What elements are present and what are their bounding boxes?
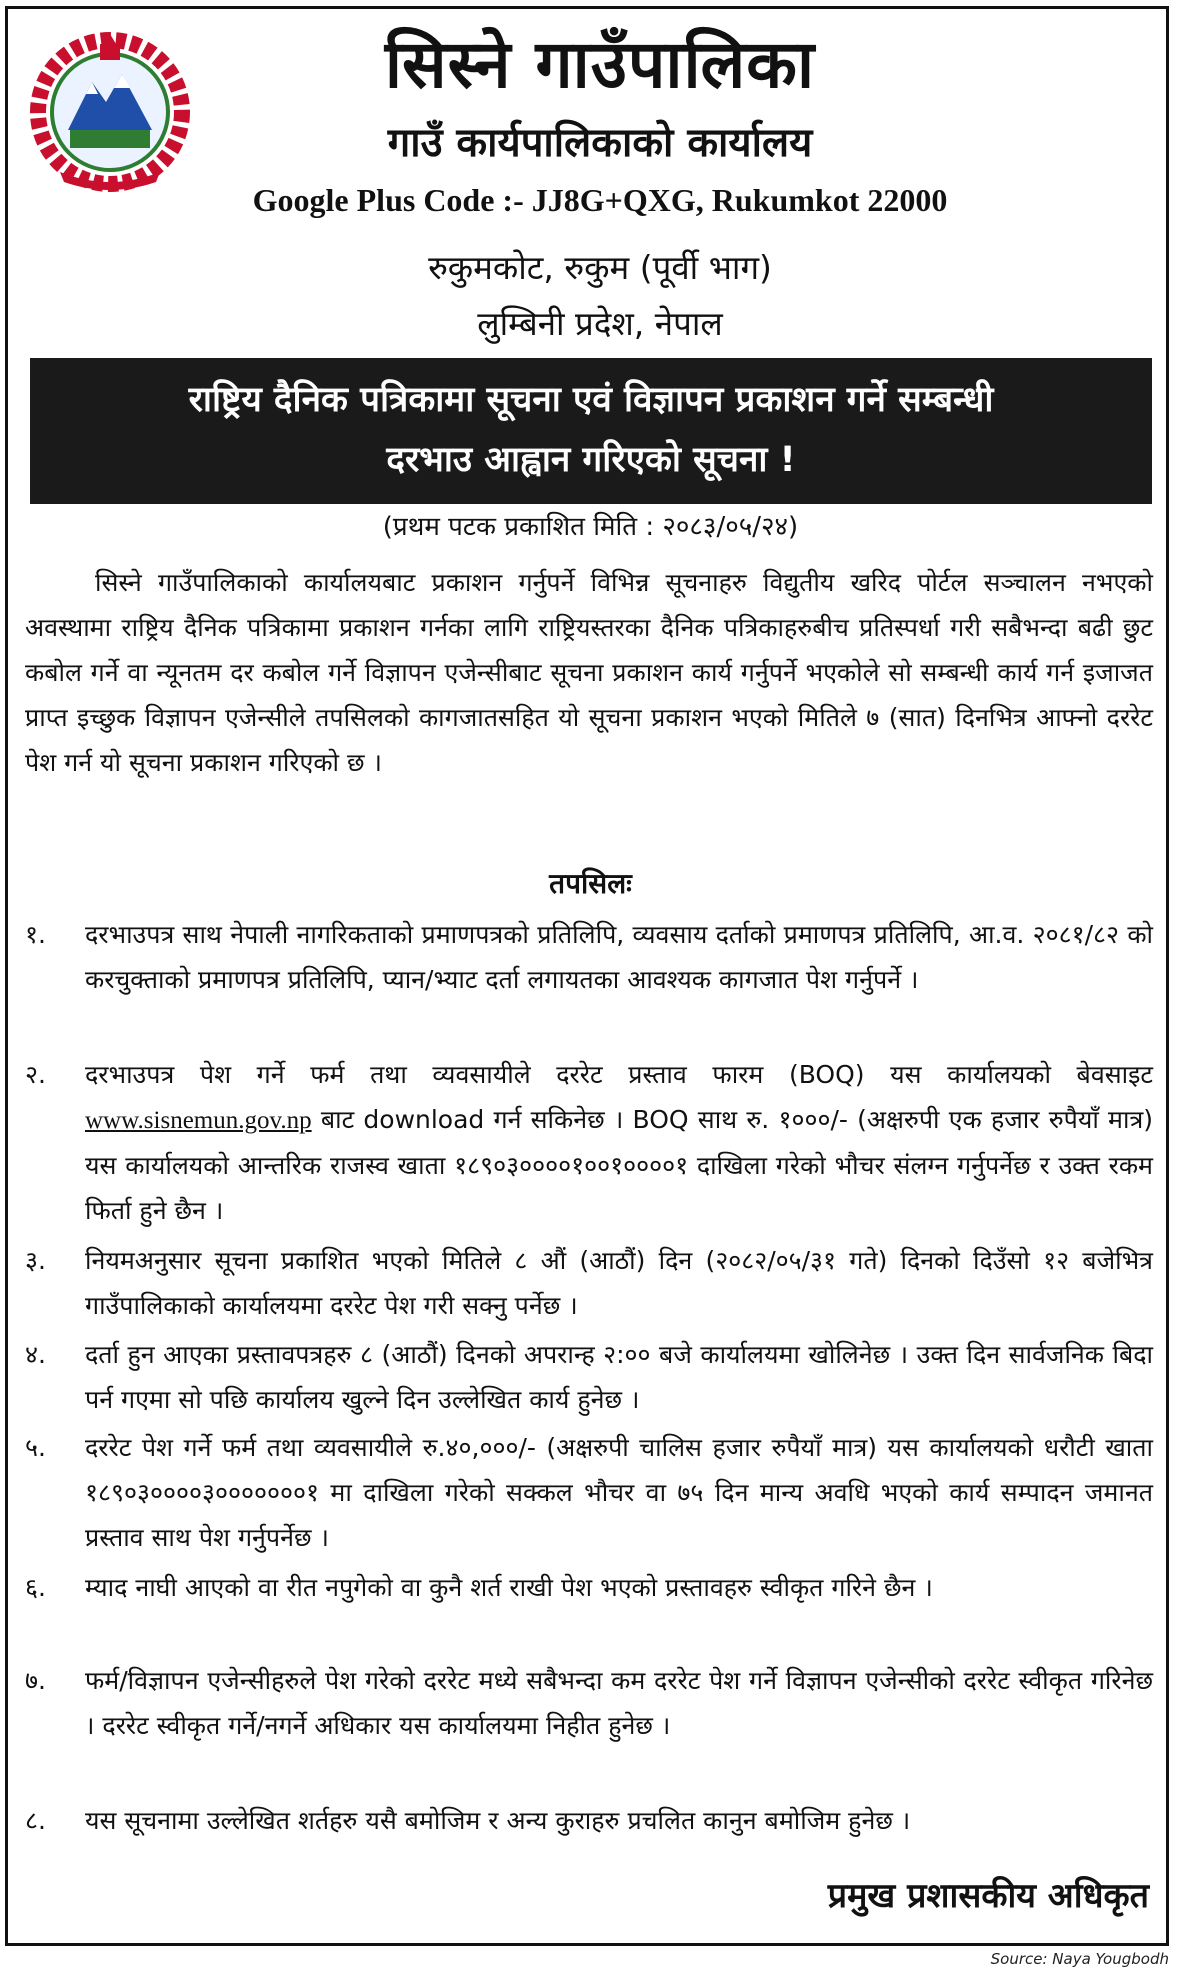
- list-item: [25, 1238, 1153, 1328]
- tapsil-heading: तपसिलः: [549, 867, 632, 900]
- banner-line-2: दरभाउ आह्वान गरिएको सूचना !: [386, 440, 796, 480]
- list-item: [25, 1332, 1153, 1422]
- item-number: ५.: [25, 1433, 46, 1462]
- item-text-part-a: दरभाउपत्र पेश गर्ने फर्म तथा व्यवसायीले दररेट प्रस्ताव फारम (BOQ) यस कार्यालयको बेवसाइट: [85, 1060, 1153, 1089]
- item-text: फर्म/विज्ञापन एजेन्सीहरुले पेश गरेको दररेट मध्ये सबैभन्दा कम दररेट पेश गर्ने विज्ञापन एजेन्सीको दररेट स्वीकृत गरिनेछ । दररेट स्वीकृत गर्ने/नगर्ने अधिकार यस कार्यालयमा निहीत हुनेछ ।: [85, 1666, 1153, 1740]
- list-item: [25, 1658, 1153, 1748]
- intro-paragraph: सिस्ने गाउँपालिकाको कार्यालयबाट प्रकाशन गर्नुपर्ने विभिन्न सूचनाहरु विद्युतीय खरिद पोर्टल सञ्चालन नभएको अवस्थामा राष्ट्रिय दैनिक पत्रिकामा प्रकाशन गर्नका लागि राष्ट्रियस्तरका दैनिक पत्रिकाहरुबीच प्रतिस्पर्धा गरी सबैभन्दा बढी छुट कबोल गर्ने वा न्यूनतम दर कबोल गर्ने विज्ञापन एजेन्सीबाट सूचना प्रकाशन कार्य गर्नुपर्ने भएकोले सो सम्बन्धी कार्य गर्न इजाजत प्राप्त इच्छुक विज्ञापन एजेन्सीले तपसिलको कागजातसहित यो सूचना प्रकाशन भएको मितिले ७ (सात) दिनभित्र आफ्नो दररेट पेश गर्न यो सूचना प्रकाशन गरिएको छ ।: [25, 568, 1153, 777]
- signature: प्रमुख प्रशासकीय अधिकृत: [827, 1876, 1149, 1916]
- nepal-emblem-icon: [30, 32, 190, 192]
- list-item: [25, 1425, 1153, 1560]
- item-number: ४.: [25, 1340, 46, 1369]
- item-text: नियमअनुसार सूचना प्रकाशित भएको मितिले ८ औं (आठौं) दिन (२०८२/०५/३१ गते) दिनको दिउँसो १२ बजेभित्र गाउँपालिकाको कार्यालयमा दररेट पेश गरी सक्नु पर्नेछ ।: [85, 1246, 1153, 1320]
- item-number: २.: [25, 1060, 46, 1089]
- plus-code: Google Plus Code :- JJ8G+QXG, Rukumkot 22000: [252, 182, 948, 218]
- list-item: [25, 1565, 1153, 1610]
- publish-date: (प्रथम पटक प्रकाशित मिति : २०८३/०५/२४): [382, 512, 799, 542]
- item-text: [85, 1052, 1153, 1233]
- item-text: दररेट पेश गर्ने फर्म तथा व्यवसायीले रु.४०,०००/- (अक्षरुपी चालिस हजार रुपैयाँ मात्र) यस कार्यालयको धरौटी खाता १८९०३००००३०००००००१ मा दाखिला गरेको सक्कल भौचर वा ७५ दिन मान्य अवधि भएको कार्य सम्पादन जमानत प्रस्ताव साथ पेश गर्नुपर्नेछ ।: [85, 1433, 1153, 1552]
- item-text: यस सूचनामा उल्लेखित शर्तहरु यसै बमोजिम र अन्य कुराहरु प्रचलित कानुन बमोजिम हुनेछ ।: [85, 1806, 911, 1835]
- item-number: १.: [25, 920, 46, 949]
- item-text: म्याद नाघी आएको वा रीत नपुगेको वा कुनै शर्त राखी पेश भएको प्रस्तावहरु स्वीकृत गरिने छैन ।: [85, 1573, 933, 1602]
- item-number: ३.: [25, 1246, 46, 1275]
- banner-line-1: राष्ट्रिय दैनिक पत्रिकामा सूचना एवं विज्ञापन प्रकाशन गर्ने सम्बन्धी: [188, 380, 994, 420]
- notice-banner: [30, 358, 1152, 504]
- list-item: [25, 1798, 1153, 1843]
- address-line-2: लुम्बिनी प्रदेश, नेपाल: [477, 304, 723, 343]
- website-link[interactable]: www.sisnemun.gov.np: [85, 1107, 312, 1134]
- item-number: ८.: [25, 1806, 46, 1835]
- source-credit: Source: Naya Yougbodh: [990, 1950, 1169, 1968]
- item-number: ६.: [25, 1573, 46, 1602]
- municipality-title: सिस्ने गाउँपालिका: [384, 26, 816, 103]
- item-text: दर्ता हुन आएका प्रस्तावपत्रहरु ८ (आठौं) दिनको अपरान्ह २:०० बजे कार्यालयमा खोलिनेछ । उक्त दिन सार्वजनिक बिदा पर्न गएमा सो पछि कार्यालय खुल्ने दिन उल्लेखित कार्य हुनेछ ।: [85, 1340, 1153, 1414]
- list-item: [25, 1052, 1153, 1233]
- office-subtitle: गाउँ कार्यपालिकाको कार्यालय: [387, 120, 813, 166]
- list-item: [25, 912, 1153, 1002]
- item-text-part-b: बाट download गर्न सकिनेछ । BOQ साथ रु. १०००/- (अक्षरुपी एक हजार रुपैयाँ मात्र) यस कार्यालयको आन्तरिक राजस्व खाता १८९०३००००१००१००००१ दाखिला गरेको भौचर संलग्न गर्नुपर्नेछ र उक्त रकम फिर्ता हुने छैन ।: [85, 1105, 1153, 1225]
- item-text: दरभाउपत्र साथ नेपाली नागरिकताको प्रमाणपत्रको प्रतिलिपि, व्यवसाय दर्ताको प्रमाणपत्र प्रतिलिपि, आ.व. २०८१/८२ को करचुक्ताको प्रमाणपत्र प्रतिलिपि, प्यान/भ्याट दर्ता लगायतका आवश्यक कागजात पेश गर्नुपर्ने ।: [85, 920, 1153, 994]
- item-number: ७.: [25, 1666, 46, 1695]
- address-line-1: रुकुमकोट, रुकुम (पूर्वी भाग): [428, 248, 772, 287]
- address-block: [200, 240, 1000, 352]
